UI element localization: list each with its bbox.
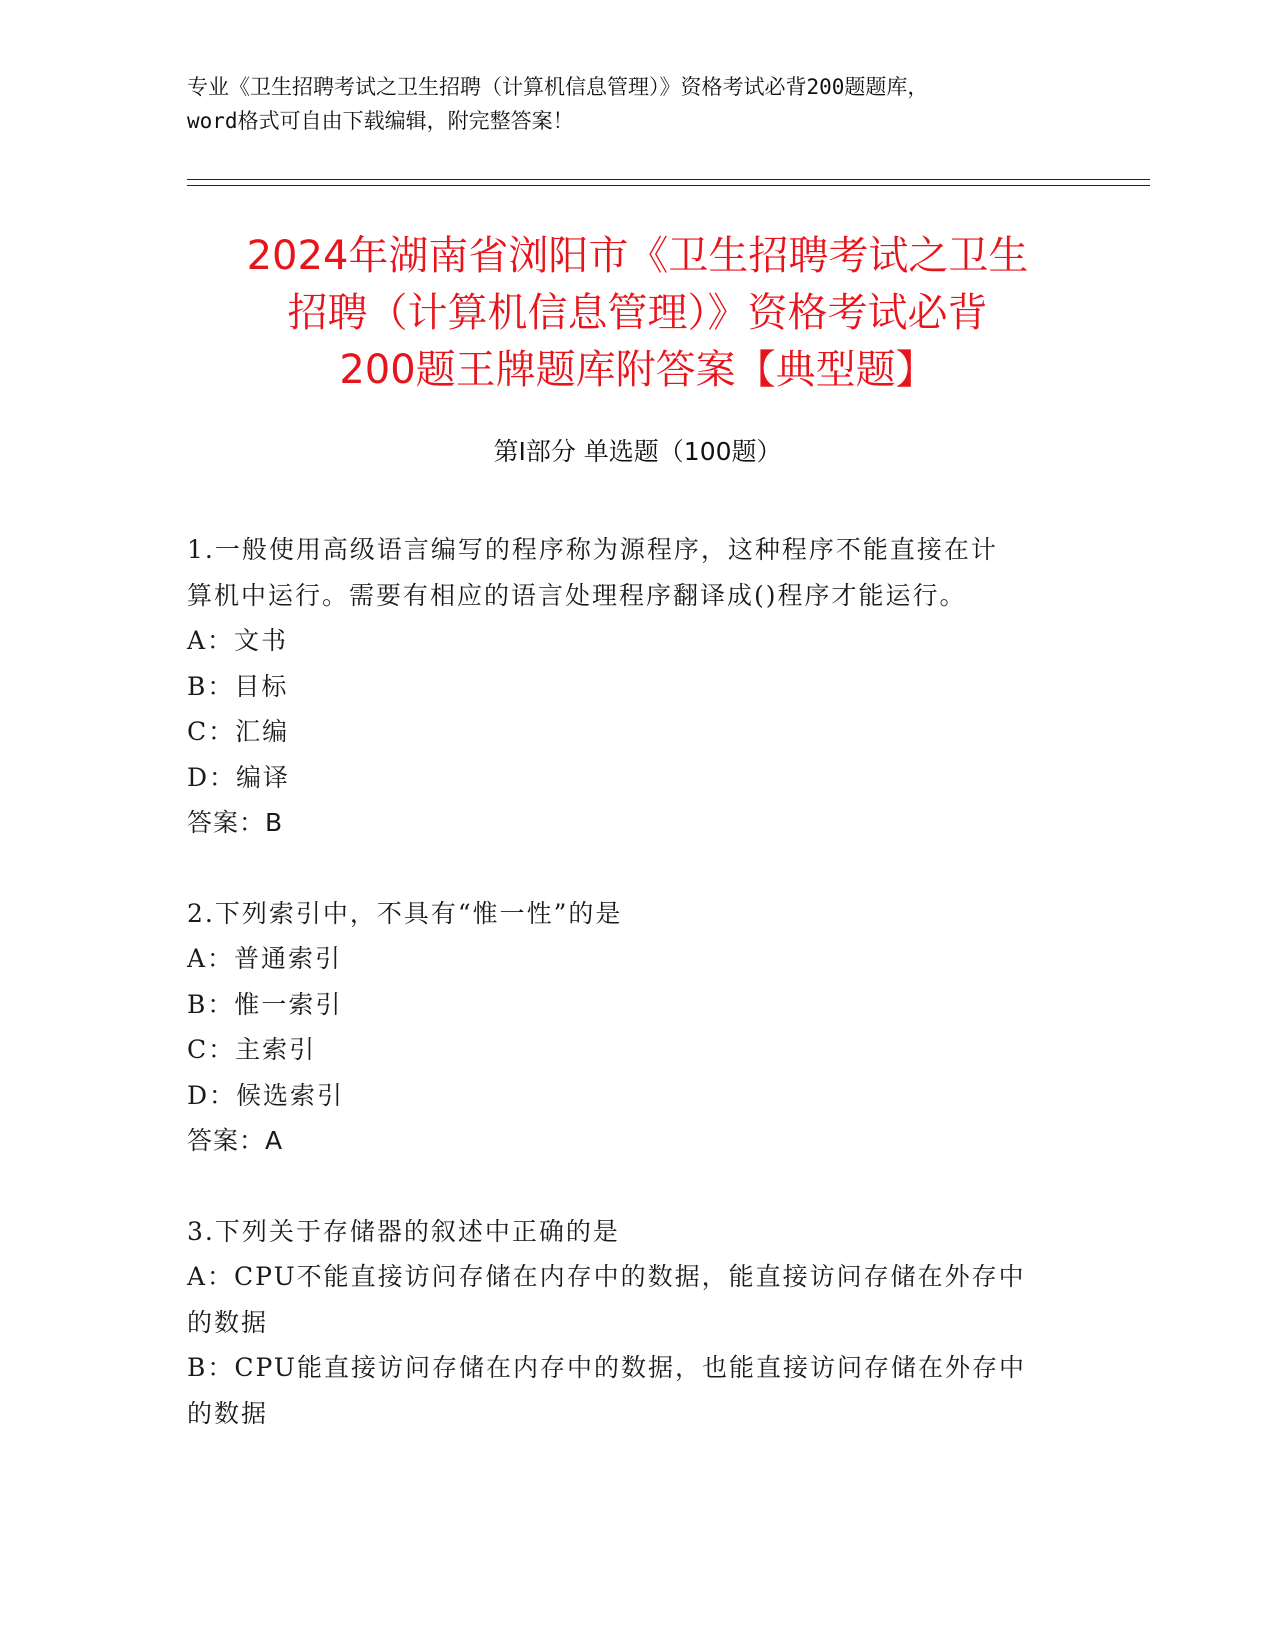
- option-a-continued: 的数据: [187, 1307, 269, 1337]
- title-line: 2024年湖南省浏阳市《卫生招聘考试之卫生: [246, 233, 1029, 279]
- answer: 答案：B: [187, 808, 284, 837]
- title-line: 200题王牌题库附答案【典型题】: [339, 347, 936, 393]
- question-stem: 1.一般使用高级语言编写的程序称为源程序，这种程序不能直接在计: [187, 535, 998, 564]
- question-list: [187, 527, 1067, 1436]
- header-note: [187, 70, 1087, 138]
- question-stem: 3.下列关于存储器的叙述中正确的是: [187, 1216, 620, 1246]
- option-a: A：文书: [187, 626, 289, 655]
- question-item: [187, 891, 1067, 1164]
- option-b: B：目标: [187, 671, 289, 701]
- option-d: D：编译: [187, 762, 291, 792]
- section-heading: 第Ⅰ部分 单选题（100题）: [493, 437, 782, 466]
- option-b: B：惟一索引: [187, 989, 343, 1019]
- question-stem: 2.下列索引中，不具有“惟一性”的是: [187, 898, 623, 928]
- option-b: B：CPU能直接访问存储在内存中的数据，也能直接访问存储在外存中: [187, 1353, 1026, 1382]
- option-a: A：普通索引: [187, 944, 343, 973]
- question-item: [187, 1209, 1067, 1437]
- answer: 答案：A: [187, 1126, 284, 1155]
- header-divider: [187, 185, 1150, 186]
- option-b-continued: 的数据: [187, 1398, 269, 1428]
- option-c: C：汇编: [187, 717, 290, 746]
- question-item: [187, 527, 1067, 846]
- header-note-line: word格式可自由下载编辑，附完整答案！: [187, 109, 574, 133]
- header-divider: [187, 179, 1150, 180]
- document-title: [150, 228, 1125, 399]
- option-a: A：CPU不能直接访问存储在内存中的数据，能直接访问存储在外存中: [187, 1262, 1026, 1291]
- option-c: C：主索引: [187, 1035, 317, 1064]
- question-stem: 算机中运行。需要有相应的语言处理程序翻译成()程序才能运行。: [187, 580, 967, 610]
- title-line: 招聘（计算机信息管理）》资格考试必背: [287, 290, 988, 336]
- header-note-line: 专业《卫生招聘考试之卫生招聘（计算机信息管理）》资格考试必背200题题库，: [187, 75, 929, 99]
- option-d: D：候选索引: [187, 1080, 345, 1110]
